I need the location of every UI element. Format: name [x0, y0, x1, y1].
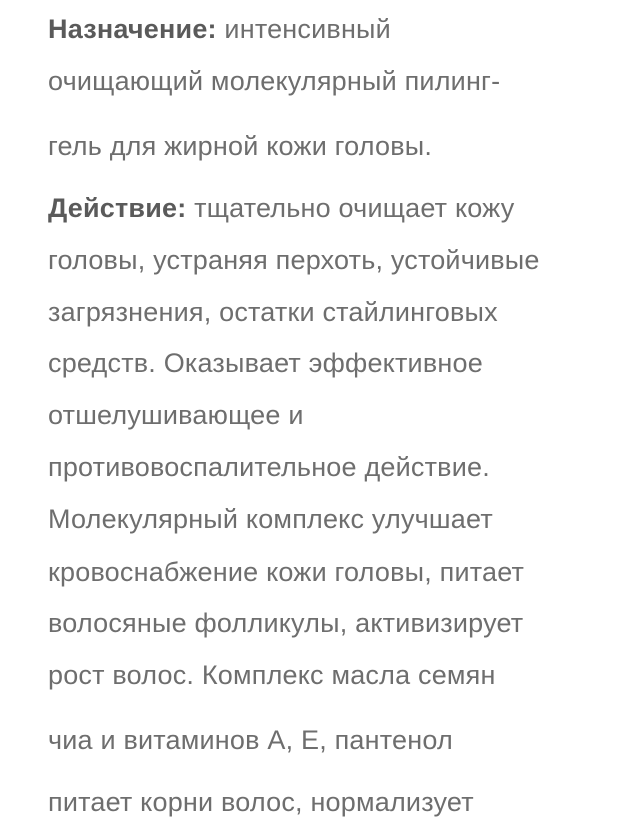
action-line-1 [48, 191, 514, 225]
purpose-text: интенсивный [216, 14, 391, 44]
purpose-line-1 [48, 12, 391, 46]
action-label: Действие: [48, 193, 187, 223]
purpose-line-2: очищающий молекулярный пилинг- [48, 66, 501, 96]
action-text: тщательно очищает кожу [186, 193, 515, 223]
action-line-9: волосяные фолликулы, активизирует [48, 608, 524, 638]
action-line-6: противовоспалительное действие. [48, 452, 490, 482]
action-line-5: отшелушивающее и [48, 400, 304, 430]
purpose-line-3: гель для жирной кожи головы. [48, 131, 433, 161]
action-line-2: головы, устраняя перхоть, устойчивые [48, 245, 540, 275]
action-line-3: загрязнения, остатки стайлинговых [48, 297, 498, 327]
action-line-11: чиа и витаминов А, Е, пантенол [48, 725, 453, 755]
action-line-8: кровоснабжение кожи головы, питает [48, 557, 525, 587]
purpose-label: Назначение: [48, 14, 217, 44]
action-line-10: рост волос. Комплекс масла семян [48, 660, 496, 690]
action-line-4: средств. Оказывает эффективное [48, 348, 483, 378]
action-line-12: питает корни волос, нормализует [48, 787, 474, 817]
action-line-7: Молекулярный комплекс улучшает [48, 504, 493, 534]
